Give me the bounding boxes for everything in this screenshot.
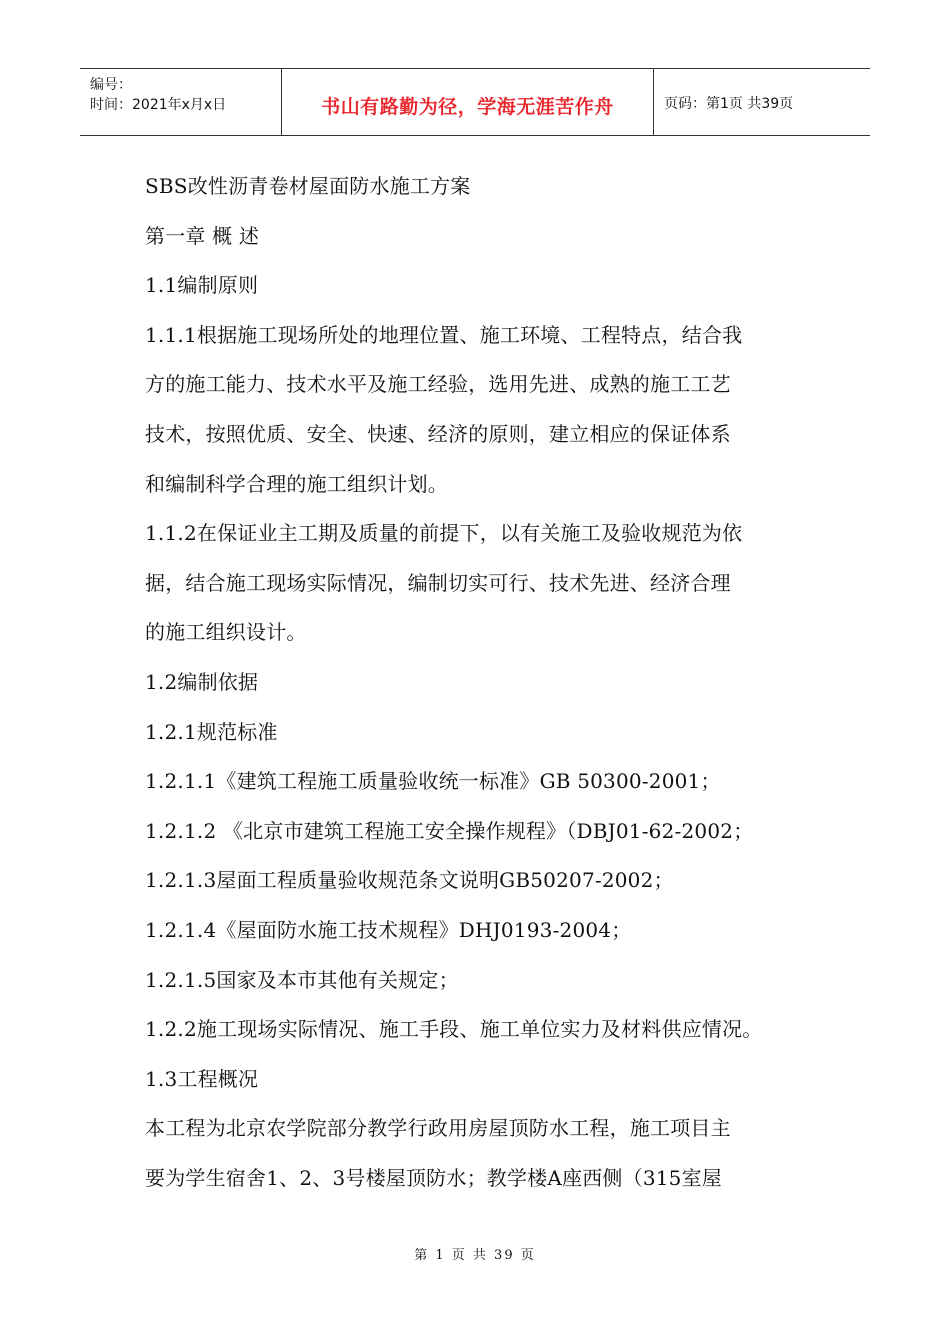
header-motto-cell: [282, 69, 654, 135]
section-heading: 1.3工程概况: [145, 1066, 259, 1091]
paragraph-line: 技术，按照优质、安全、快速、经济的原则，建立相应的保证体系: [145, 421, 731, 446]
paragraph-line: 本工程为北京农学院部分教学行政用房屋顶防水工程，施工项目主: [145, 1116, 731, 1141]
standard-item: 1.2.1.2 《北京市建筑工程施工安全操作规程》（DBJ01-62-2002；: [145, 818, 754, 843]
document-title: SBS改性沥青卷材屋面防水施工方案: [145, 174, 471, 198]
document-number-label: 编号：: [90, 77, 132, 93]
paragraph-line: 的施工组织设计。: [145, 620, 307, 645]
section-heading: 1.2编制依据: [145, 669, 259, 694]
document-date-label: 时间：2021年x月x日: [90, 97, 227, 113]
standard-item: 1.2.1.5国家及本市其他有关规定；: [145, 967, 459, 992]
header-page-info: 页码：第1页 共39页: [664, 96, 794, 112]
page-footer: 第 1 页 共 39 页: [414, 1248, 536, 1263]
paragraph-line: 和编制科学合理的施工组织计划。: [145, 471, 448, 496]
paragraph-line: 方的施工能力、技术水平及施工经验，选用先进、成熟的施工工艺: [145, 372, 731, 397]
header-motto: 书山有路勤为径，学海无涯苦作舟: [321, 95, 614, 118]
paragraph-line: 要为学生宿舍1、2、3号楼屋顶防水；教学楼A座西侧（315室屋: [145, 1165, 722, 1190]
chapter-heading: 第一章 概 述: [145, 223, 260, 248]
paragraph-line: 1.1.2在保证业主工期及质量的前提下，以有关施工及验收规范为依: [145, 521, 743, 546]
header-meta-cell: [80, 69, 282, 135]
section-heading: 1.1编制原则: [145, 273, 259, 298]
paragraph-line: 1.1.1根据施工现场所处的地理位置、施工环境、工程特点，结合我: [145, 322, 743, 347]
paragraph-line: 据，结合施工现场实际情况，编制切实可行、技术先进、经济合理: [145, 570, 731, 595]
standard-item: 1.2.1.3屋面工程质量验收规范条文说明GB50207-2002；: [145, 868, 674, 893]
subsection-heading: 1.2.1规范标准: [145, 719, 278, 744]
header-page-cell: [654, 69, 870, 135]
page-header: [80, 68, 870, 136]
standard-item: 1.2.1.4《屋面防水施工技术规程》DHJ0193-2004；: [145, 917, 632, 942]
standard-item: 1.2.1.1《建筑工程施工质量验收统一标准》GB 50300-2001；: [145, 769, 721, 794]
paragraph-line: 1.2.2施工现场实际情况、施工手段、施工单位实力及材料供应情况。: [145, 1017, 763, 1042]
document-body: [145, 162, 820, 1203]
